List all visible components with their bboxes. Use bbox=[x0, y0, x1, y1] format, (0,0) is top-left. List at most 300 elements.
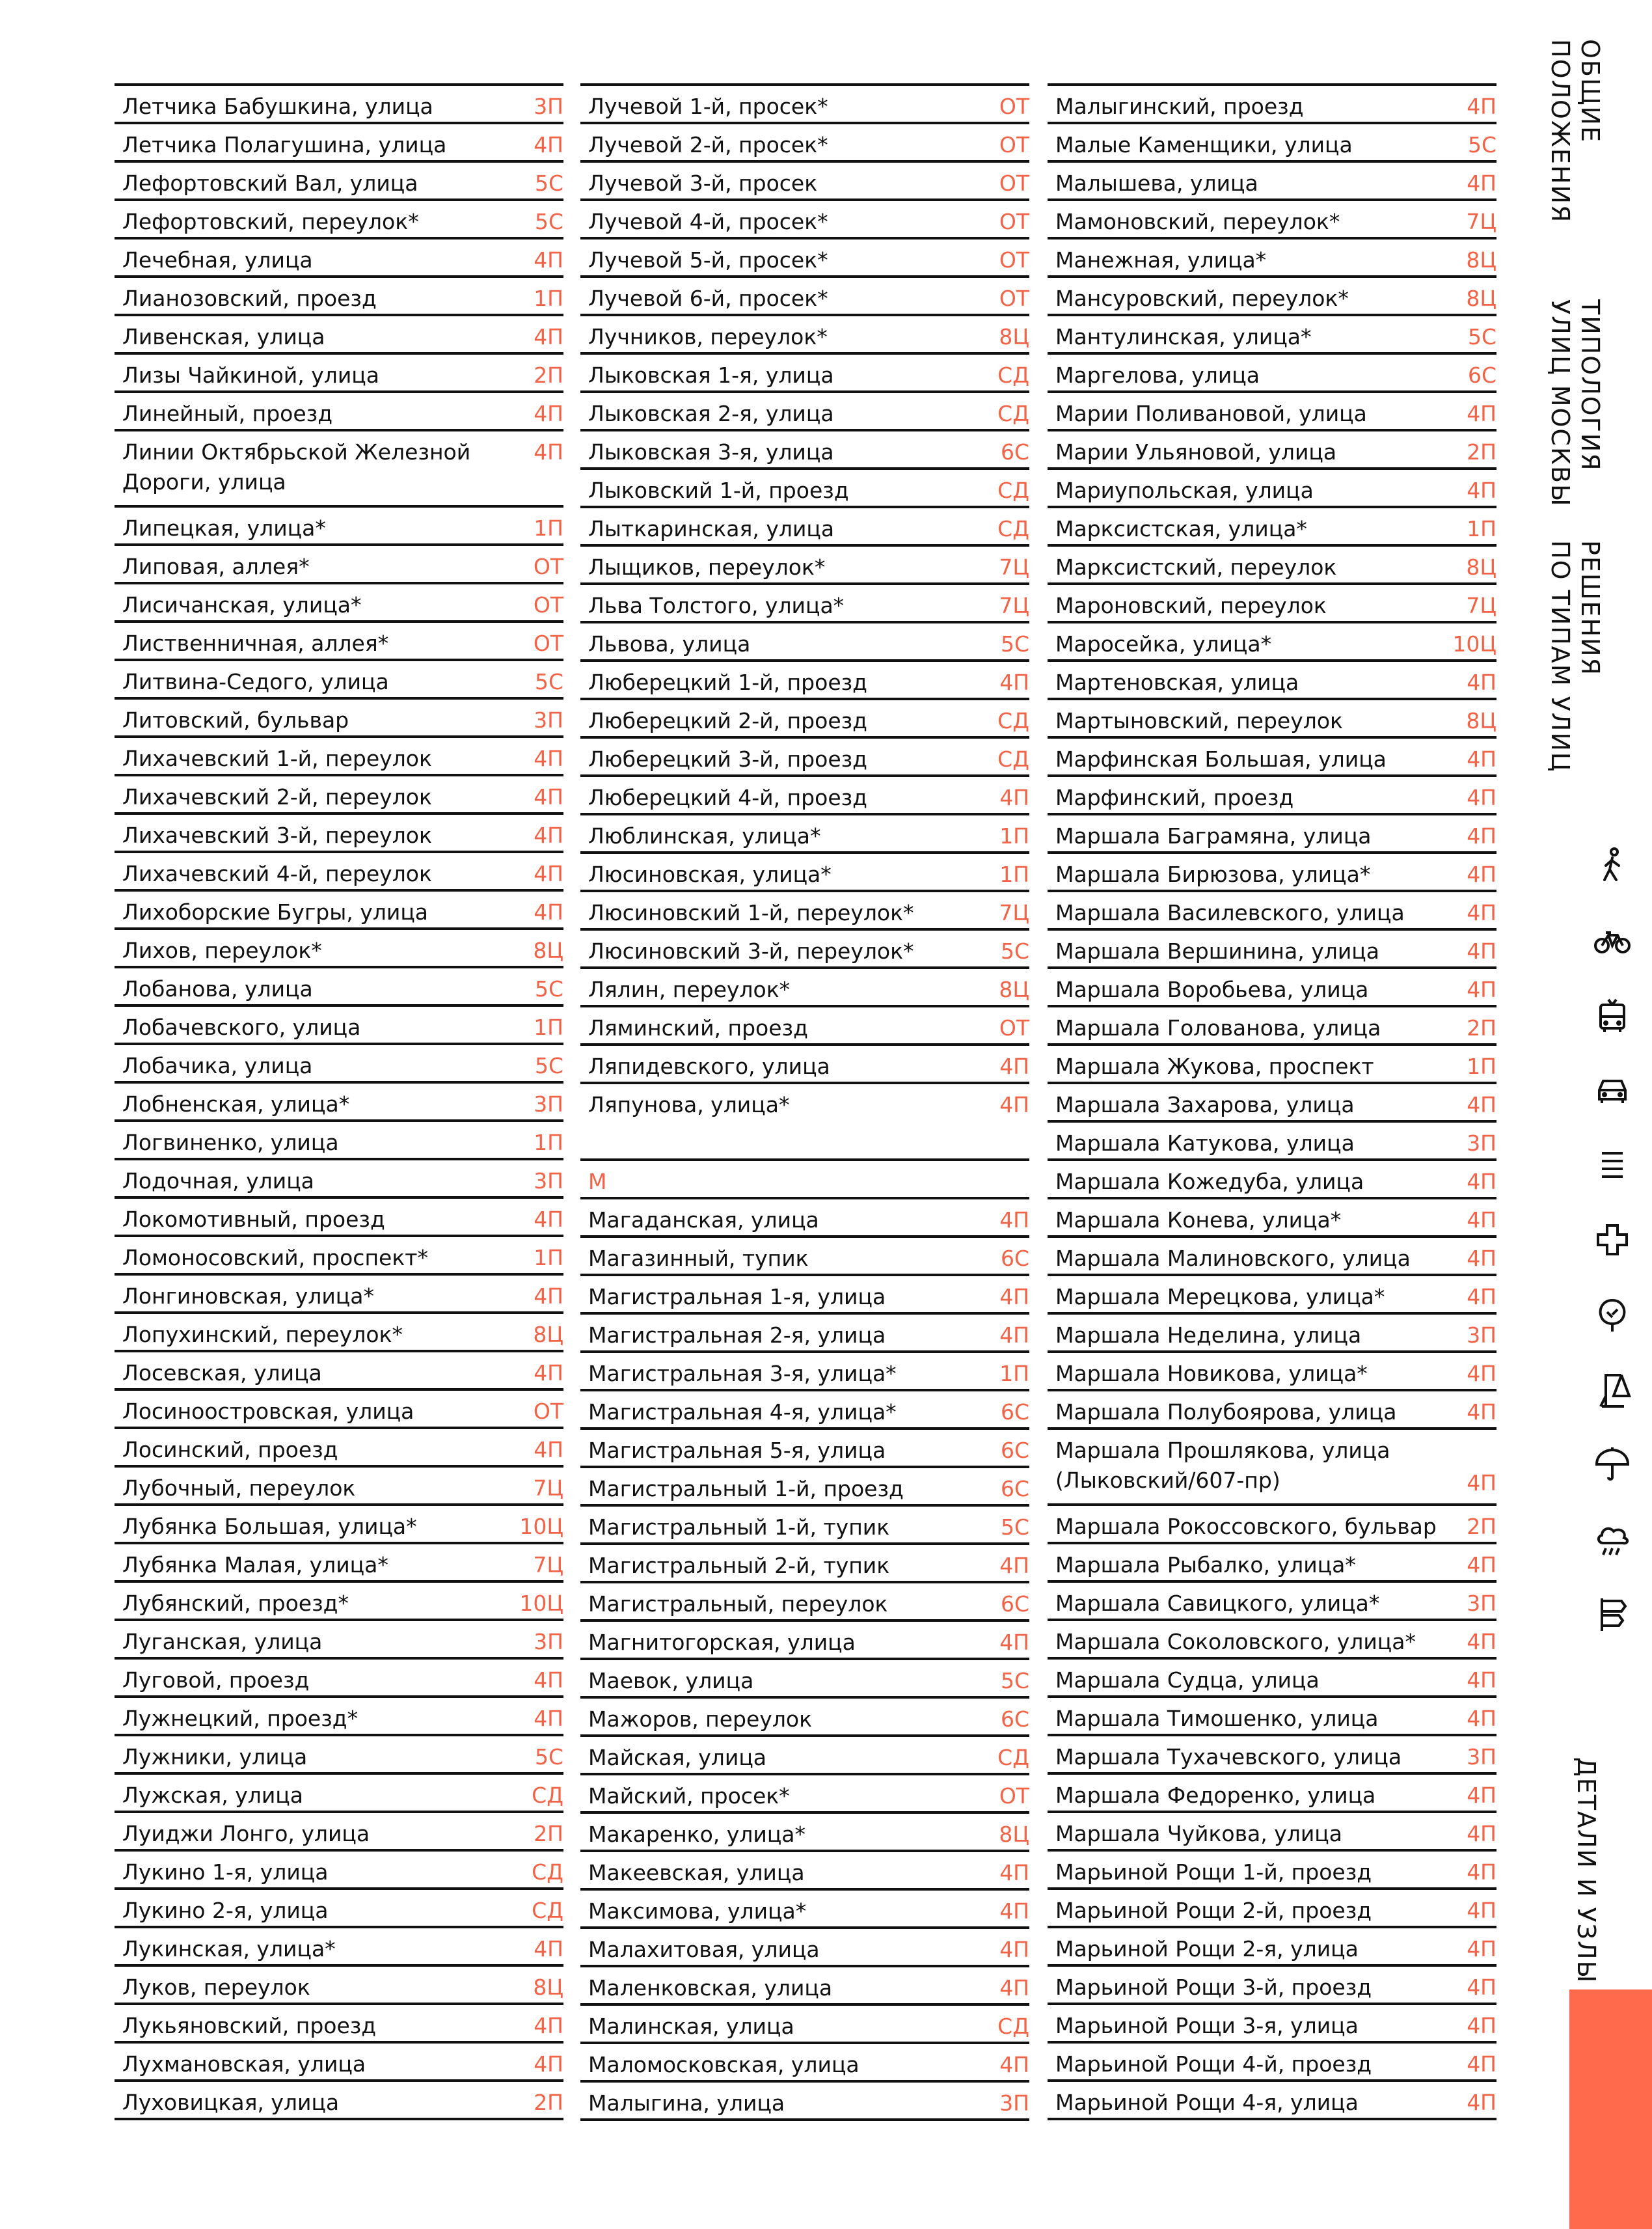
street-type-code: 6С bbox=[1000, 439, 1029, 465]
street-name: Максимова, улица* bbox=[588, 1898, 807, 1924]
street-row bbox=[580, 1466, 1029, 1504]
street-type-code: 4П bbox=[999, 1860, 1029, 1885]
street-type-code: СД bbox=[997, 2014, 1029, 2039]
street-name: Марфинская Большая, улица bbox=[1055, 746, 1387, 772]
street-name: Лобанова, улица bbox=[122, 976, 313, 1002]
street-type-code: 1П bbox=[999, 823, 1029, 849]
street-row bbox=[115, 160, 563, 198]
street-name: Маршала Бирюзова, улица* bbox=[1055, 862, 1371, 887]
street-row bbox=[580, 659, 1029, 698]
street-row bbox=[580, 1235, 1029, 1274]
street-row bbox=[580, 1197, 1029, 1235]
street-type-code: ОТ bbox=[533, 592, 563, 618]
street-type-code: 1П bbox=[1467, 1054, 1496, 1079]
street-row bbox=[1048, 314, 1496, 352]
street-row bbox=[1048, 1197, 1496, 1235]
street-name: Маршала Судца, улица bbox=[1055, 1667, 1320, 1693]
street-type-code: 4П bbox=[534, 247, 563, 273]
street-type-code: 4П bbox=[1467, 1470, 1496, 1496]
street-type-code: 4П bbox=[534, 324, 563, 349]
street-name: Маршала Воробьева, улица bbox=[1055, 977, 1369, 1002]
street-type-code: 6С bbox=[1000, 1399, 1029, 1425]
street-row bbox=[1048, 122, 1496, 160]
street-row bbox=[1048, 506, 1496, 544]
street-name: Луговой, проезд bbox=[122, 1667, 310, 1693]
street-row bbox=[1048, 1619, 1496, 1657]
street-type-code: 5С bbox=[534, 669, 563, 694]
street-name: Марьиной Рощи 2-й, проезд bbox=[1055, 1898, 1372, 1923]
street-type-code: 3П bbox=[1467, 1744, 1496, 1770]
street-row bbox=[580, 1581, 1029, 1619]
street-type-code: 4П bbox=[1467, 1783, 1496, 1808]
street-type-code: 6С bbox=[1000, 1706, 1029, 1732]
street-type-code: 8Ц bbox=[999, 977, 1029, 1002]
street-type-code: 5С bbox=[534, 171, 563, 196]
street-name: Маршала Катукова, улица bbox=[1055, 1130, 1355, 1156]
street-row bbox=[1048, 1389, 1496, 1427]
street-type-code: 4П bbox=[534, 861, 563, 886]
street-row bbox=[1048, 544, 1496, 582]
street-type-code: 4П bbox=[534, 439, 563, 465]
street-type-code: 5С bbox=[1000, 1514, 1029, 1540]
street-name: Марксистский, переулок bbox=[1055, 554, 1337, 580]
street-row bbox=[115, 889, 563, 927]
street-row bbox=[115, 1273, 563, 1311]
street-type-code: 4П bbox=[534, 784, 563, 810]
street-row bbox=[115, 966, 563, 1004]
street-name: Лосинский, проезд bbox=[122, 1437, 338, 1462]
street-name: Лучевой 4-й, просек* bbox=[588, 209, 828, 234]
street-row bbox=[115, 1465, 563, 1503]
street-type-code: 4П bbox=[534, 1283, 563, 1309]
lanes-icon[interactable] bbox=[1593, 1145, 1632, 1184]
bicycle-icon[interactable] bbox=[1593, 921, 1632, 960]
street-name: Лихачевский 3-й, переулок bbox=[122, 823, 432, 848]
street-type-code: 7Ц bbox=[999, 900, 1029, 925]
street-type-code: 4П bbox=[999, 1322, 1029, 1348]
street-row bbox=[1048, 1427, 1496, 1503]
street-name: Лихачевский 1-й, переулок bbox=[122, 746, 432, 771]
street-row bbox=[1048, 1734, 1496, 1772]
street-row bbox=[580, 390, 1029, 429]
street-type-code: 8Ц bbox=[999, 1822, 1029, 1847]
street-name: Марфинский, проезд bbox=[1055, 785, 1294, 810]
street-name: Лобненская, улица* bbox=[122, 1091, 350, 1117]
street-type-code: 4П bbox=[1467, 1821, 1496, 1846]
street-row bbox=[1048, 1274, 1496, 1312]
street-row bbox=[1048, 621, 1496, 659]
street-row bbox=[1048, 352, 1496, 390]
street-type-code: 4П bbox=[1467, 2090, 1496, 2115]
tab-general-line2: ПОЛОЖЕНИЯ bbox=[1546, 39, 1575, 224]
street-type-code: 4П bbox=[1467, 1975, 1496, 2000]
street-row bbox=[1048, 890, 1496, 928]
street-type-code: 5С bbox=[534, 209, 563, 234]
street-row bbox=[1048, 1964, 1496, 2003]
street-type-code: 6С bbox=[1467, 362, 1496, 388]
tab-general-provisions[interactable] bbox=[1545, 39, 1605, 223]
section-letter bbox=[580, 1158, 1029, 1197]
street-row bbox=[580, 160, 1029, 198]
rain-cloud-icon[interactable] bbox=[1593, 1520, 1632, 1559]
street-row bbox=[580, 582, 1029, 621]
street-type-code: 1П bbox=[534, 1015, 563, 1040]
street-row bbox=[580, 1926, 1029, 1965]
street-name: Лукинская, улица* bbox=[122, 1936, 336, 1962]
street-type-code: 3П bbox=[534, 1629, 563, 1654]
street-type-code: 8Ц bbox=[999, 324, 1029, 349]
tab-solutions-line1: РЕШЕНИЯ bbox=[1576, 540, 1605, 676]
street-row bbox=[1048, 774, 1496, 813]
tab-appendix[interactable] bbox=[1571, 2017, 1601, 2215]
tab-typology-line1: ТИПОЛОГИЯ bbox=[1576, 299, 1605, 472]
street-name: Лосиноостровская, улица bbox=[122, 1399, 414, 1424]
street-row bbox=[580, 890, 1029, 928]
street-name: Мароновский, переулок bbox=[1055, 593, 1327, 618]
street-name: Лужская, улица bbox=[122, 1783, 303, 1808]
street-name: Логвиненко, улица bbox=[122, 1130, 339, 1155]
street-type-code: 10Ц bbox=[519, 1591, 563, 1616]
street-type-code: ОТ bbox=[999, 94, 1029, 119]
street-row bbox=[115, 198, 563, 237]
street-list-column-3 bbox=[1048, 83, 1496, 2120]
street-name: Магистральная 3-я, улица* bbox=[588, 1361, 897, 1386]
street-type-code: 4П bbox=[534, 132, 563, 157]
street-row bbox=[115, 1196, 563, 1235]
street-row bbox=[580, 2042, 1029, 2080]
street-row bbox=[115, 429, 563, 505]
street-type-code: 4П bbox=[1467, 938, 1496, 964]
street-name: Марьиной Рощи 4-й, проезд bbox=[1055, 2051, 1372, 2077]
street-row bbox=[115, 1235, 563, 1273]
street-row bbox=[580, 698, 1029, 736]
street-name: Магистральная 5-я, улица bbox=[588, 1438, 886, 1463]
street-type-code: 8Ц bbox=[533, 1322, 563, 1347]
street-row bbox=[115, 1887, 563, 1926]
street-name: Маршала Неделина, улица bbox=[1055, 1322, 1362, 1348]
street-name: Локомотивный, проезд bbox=[122, 1207, 385, 1232]
street-name: Лубянка Малая, улица* bbox=[122, 1552, 388, 1578]
street-type-code: 10Ц bbox=[519, 1514, 563, 1539]
street-type-code: 4П bbox=[1467, 478, 1496, 503]
street-type-code: 4П bbox=[999, 1898, 1029, 1924]
street-name: Магнитогорская, улица bbox=[588, 1630, 856, 1655]
street-type-code: 4П bbox=[1467, 1859, 1496, 1885]
street-name: Маршала Прошлякова, улица (Лыковский/607-пр) bbox=[1055, 1438, 1390, 1493]
street-name: Мажоров, переулок bbox=[588, 1706, 813, 1732]
street-type-code: 3П bbox=[534, 707, 563, 733]
street-type-code: СД bbox=[997, 478, 1029, 503]
street-type-code: 3П bbox=[534, 1091, 563, 1117]
street-name: Магаданская, улица bbox=[588, 1207, 819, 1233]
street-type-code: СД bbox=[997, 708, 1029, 733]
street-row bbox=[1048, 2041, 1496, 2079]
street-name: Лонгиновская, улица* bbox=[122, 1283, 374, 1309]
street-name: Маршала Вершинина, улица bbox=[1055, 938, 1379, 964]
street-row bbox=[1048, 160, 1496, 198]
street-name: Маршала Рыбалко, улица* bbox=[1055, 1552, 1356, 1578]
street-type-code: 4П bbox=[1467, 2051, 1496, 2077]
street-name: Магистральная 2-я, улица bbox=[588, 1322, 886, 1348]
street-type-code: 4П bbox=[999, 1092, 1029, 1117]
street-name: Летчика Полагушина, улица bbox=[122, 132, 447, 157]
street-row bbox=[580, 1005, 1029, 1043]
street-row bbox=[115, 620, 563, 659]
street-row bbox=[580, 314, 1029, 352]
street-row bbox=[115, 1119, 563, 1158]
street-name: Луховицкая, улица bbox=[122, 2090, 340, 2115]
street-row bbox=[1048, 2003, 1496, 2041]
street-type-code: 4П bbox=[1467, 1706, 1496, 1731]
street-row bbox=[115, 1388, 563, 1427]
street-row bbox=[115, 1004, 563, 1043]
street-type-code: ОТ bbox=[999, 247, 1029, 273]
car-icon[interactable] bbox=[1593, 1071, 1632, 1110]
street-row bbox=[580, 774, 1029, 813]
street-row bbox=[580, 1850, 1029, 1888]
street-row bbox=[115, 83, 563, 122]
street-row bbox=[580, 122, 1029, 160]
street-name: Лубочный, переулок bbox=[122, 1475, 356, 1501]
street-row bbox=[115, 543, 563, 582]
street-row bbox=[1048, 1043, 1496, 1082]
tab-solutions-line2: ПО ТИПАМ УЛИЦ bbox=[1546, 540, 1575, 773]
street-name: Лукино 2-я, улица bbox=[122, 1898, 329, 1923]
street-type-code: 4П bbox=[999, 1284, 1029, 1309]
street-row bbox=[115, 812, 563, 851]
street-row bbox=[115, 1657, 563, 1695]
street-type-code: 4П bbox=[534, 1207, 563, 1232]
tab-details-and-nodes[interactable] bbox=[1571, 1757, 1601, 1984]
street-name: Магистральный 2-й, тупик bbox=[588, 1553, 890, 1578]
street-name: Ляпунова, улица* bbox=[588, 1092, 790, 1117]
street-name: Лыковская 2-я, улица bbox=[588, 401, 834, 426]
street-type-code: 1П bbox=[534, 1245, 563, 1270]
street-row bbox=[1048, 1772, 1496, 1811]
street-row bbox=[115, 659, 563, 697]
street-name: Лихачевский 2-й, переулок bbox=[122, 784, 432, 810]
street-row bbox=[580, 621, 1029, 659]
street-row bbox=[580, 1658, 1029, 1696]
street-row bbox=[1048, 928, 1496, 966]
street-type-code: 4П bbox=[999, 670, 1029, 695]
trolleybus-icon[interactable] bbox=[1593, 996, 1632, 1035]
street-row bbox=[115, 2003, 563, 2041]
street-type-code: 4П bbox=[534, 401, 563, 426]
street-type-code: ОТ bbox=[999, 1783, 1029, 1809]
street-type-code: 4П bbox=[534, 1667, 563, 1693]
street-type-code: 4П bbox=[1467, 2013, 1496, 2038]
street-name: Лучевой 2-й, просек* bbox=[588, 132, 828, 157]
street-row bbox=[580, 198, 1029, 237]
street-type-code: 4П bbox=[999, 1207, 1029, 1233]
street-name: Мариупольская, улица bbox=[1055, 478, 1314, 503]
street-row bbox=[115, 1542, 563, 1580]
street-type-code: 4П bbox=[1467, 900, 1496, 925]
street-name: Марьиной Рощи 4-я, улица bbox=[1055, 2090, 1359, 2115]
street-name: Линейный, проезд bbox=[122, 401, 333, 426]
street-row bbox=[115, 1427, 563, 1465]
street-row bbox=[1048, 467, 1496, 506]
street-name: Макаренко, улица* bbox=[588, 1822, 806, 1847]
street-name: Луков, переулок bbox=[122, 1975, 310, 2000]
street-name: Маросейка, улица* bbox=[1055, 631, 1272, 657]
street-type-code: 8Ц bbox=[1466, 247, 1496, 273]
street-name: Лизы Чайкиной, улица bbox=[122, 362, 379, 388]
street-name: Магистральная 1-я, улица bbox=[588, 1284, 886, 1309]
street-type-code: 4П bbox=[1467, 670, 1496, 695]
street-type-code: 2П bbox=[1467, 439, 1496, 465]
street-type-code: 6С bbox=[1000, 1438, 1029, 1463]
street-type-code: 1П bbox=[534, 286, 563, 311]
street-type-code: 4П bbox=[1467, 1361, 1496, 1386]
street-name: Лубянский, проезд* bbox=[122, 1591, 349, 1616]
street-row bbox=[1048, 198, 1496, 237]
street-row bbox=[1048, 1695, 1496, 1734]
street-name: Ломоносовский, проспект* bbox=[122, 1245, 428, 1270]
street-name: Летчика Бабушкина, улица bbox=[122, 94, 433, 119]
street-name: Марьиной Рощи 3-я, улица bbox=[1055, 2013, 1359, 2038]
street-type-code: 4П bbox=[999, 1553, 1029, 1578]
street-name: Лобачевского, улица bbox=[122, 1015, 361, 1040]
street-type-code: 1П bbox=[999, 1361, 1029, 1386]
street-name: Марии Ульяновой, улица bbox=[1055, 439, 1337, 465]
street-type-code: 6С bbox=[1000, 1591, 1029, 1617]
street-name: Липовая, аллея* bbox=[122, 554, 310, 579]
street-row bbox=[115, 735, 563, 774]
street-row bbox=[1048, 1849, 1496, 1887]
street-row bbox=[580, 1696, 1029, 1734]
street-row bbox=[115, 505, 563, 543]
street-type-code: ОТ bbox=[533, 554, 563, 579]
street-row bbox=[1048, 1887, 1496, 1926]
street-name: Маршала Тухачевского, улица bbox=[1055, 1744, 1402, 1770]
street-name: Лыткаринская, улица bbox=[588, 516, 835, 541]
street-name: Лукино 1-я, улица bbox=[122, 1859, 329, 1885]
street-type-code: 4П bbox=[1467, 823, 1496, 849]
street-row bbox=[580, 813, 1029, 851]
street-name: Лопухинский, переулок* bbox=[122, 1322, 403, 1347]
street-name: Лыковский 1-й, проезд bbox=[588, 478, 849, 503]
street-name: Лиственничная, аллея* bbox=[122, 631, 389, 656]
street-row bbox=[115, 1772, 563, 1811]
street-row bbox=[580, 1427, 1029, 1466]
street-name: Люберецкий 3-й, проезд bbox=[588, 746, 867, 772]
street-type-code: 4П bbox=[534, 2051, 563, 2077]
tree-icon[interactable] bbox=[1593, 1295, 1632, 1334]
street-row bbox=[1048, 2079, 1496, 2118]
street-type-code: 7Ц bbox=[533, 1552, 563, 1578]
street-row bbox=[580, 352, 1029, 390]
street-type-code: 4П bbox=[1467, 785, 1496, 810]
street-row bbox=[580, 1350, 1029, 1389]
street-row bbox=[115, 1043, 563, 1081]
umbrella-icon[interactable] bbox=[1593, 1445, 1632, 1484]
street-type-code: 4П bbox=[999, 2052, 1029, 2077]
street-name: Лисичанская, улица* bbox=[122, 592, 362, 618]
street-name: Маршала Мерецкова, улица* bbox=[1055, 1284, 1385, 1309]
street-name: Маршала Новикова, улица* bbox=[1055, 1361, 1368, 1386]
street-type-code: 7Ц bbox=[1466, 593, 1496, 618]
street-name: Линии Октябрьской Железной Дороги, улица bbox=[122, 439, 471, 495]
street-name: Маршала Конева, улица* bbox=[1055, 1207, 1342, 1233]
pedestrian-icon[interactable] bbox=[1593, 846, 1632, 885]
street-type-code: 2П bbox=[534, 362, 563, 388]
street-name: Люблинская, улица* bbox=[588, 823, 821, 849]
street-row bbox=[1048, 1235, 1496, 1274]
street-row bbox=[1048, 582, 1496, 621]
street-name: Лубянка Большая, улица* bbox=[122, 1514, 417, 1539]
street-row bbox=[580, 429, 1029, 467]
street-name: Литовский, бульвар bbox=[122, 707, 349, 733]
cross-icon[interactable] bbox=[1593, 1220, 1632, 1259]
street-name: Люсиновский 1-й, переулок* bbox=[588, 900, 914, 925]
street-type-code: 10Ц bbox=[1452, 631, 1496, 657]
street-name: Лукьяновский, проезд bbox=[122, 2013, 377, 2038]
street-row bbox=[580, 1811, 1029, 1850]
street-name: Маршала Баграмяна, улица bbox=[1055, 823, 1372, 849]
street-type-code: 3П bbox=[1467, 1130, 1496, 1156]
street-type-code: 5С bbox=[1467, 132, 1496, 157]
street-type-code: 4П bbox=[534, 823, 563, 848]
street-lamp-icon[interactable] bbox=[1593, 1370, 1632, 1409]
street-list-column-2 bbox=[580, 83, 1029, 2121]
street-type-code: 1П bbox=[1467, 516, 1496, 541]
street-type-code: 4П bbox=[534, 1437, 563, 1462]
street-type-code: 6С bbox=[1000, 1476, 1029, 1501]
tab-solutions-by-type[interactable] bbox=[1545, 540, 1605, 773]
street-name: Магистральный 1-й, тупик bbox=[588, 1514, 890, 1540]
street-row bbox=[580, 2080, 1029, 2118]
street-type-code: СД bbox=[532, 1859, 563, 1885]
sign-icon[interactable] bbox=[1593, 1594, 1632, 1634]
street-name: Лефортовский Вал, улица bbox=[122, 171, 418, 196]
street-type-code: 5С bbox=[534, 1053, 563, 1078]
street-type-code: ОТ bbox=[999, 171, 1029, 196]
street-name: Малахитовая, улица bbox=[588, 1937, 820, 1962]
street-row bbox=[580, 83, 1029, 122]
street-name: Маленковская, улица bbox=[588, 1975, 833, 2001]
street-row bbox=[115, 1964, 563, 2003]
street-name: Марьиной Рощи 1-й, проезд bbox=[1055, 1859, 1372, 1885]
street-name: Малыгинский, проезд bbox=[1055, 94, 1304, 119]
street-type-code: 4П bbox=[534, 2013, 563, 2038]
street-row bbox=[115, 582, 563, 620]
street-name: Лосевская, улица bbox=[122, 1360, 322, 1386]
street-type-code: 4П bbox=[1467, 401, 1496, 426]
street-name: Литвина-Седого, улица bbox=[122, 669, 389, 694]
street-type-code: 4П bbox=[999, 785, 1029, 810]
street-type-code: 8Ц bbox=[533, 938, 563, 963]
tab-street-typology[interactable] bbox=[1545, 299, 1605, 508]
street-name: Львова, улица bbox=[588, 631, 751, 657]
street-name: Ляминский, проезд bbox=[588, 1015, 808, 1041]
street-type-code: СД bbox=[997, 1745, 1029, 1770]
street-name: Ляпидевского, улица bbox=[588, 1054, 830, 1079]
street-row bbox=[115, 237, 563, 275]
street-type-code: 1П bbox=[534, 1130, 563, 1155]
street-name: Лучевой 1-й, просек* bbox=[588, 94, 828, 119]
street-row bbox=[1048, 429, 1496, 467]
street-type-code: 8Ц bbox=[533, 1975, 563, 2000]
street-name: Мантулинская, улица* bbox=[1055, 324, 1312, 349]
street-type-code: 8Ц bbox=[1466, 554, 1496, 580]
street-row bbox=[115, 314, 563, 352]
street-name: Малыгина, улица bbox=[588, 2090, 785, 2116]
street-name: Лучников, переулок* bbox=[588, 324, 828, 349]
street-row bbox=[115, 1081, 563, 1119]
street-row bbox=[1048, 390, 1496, 429]
